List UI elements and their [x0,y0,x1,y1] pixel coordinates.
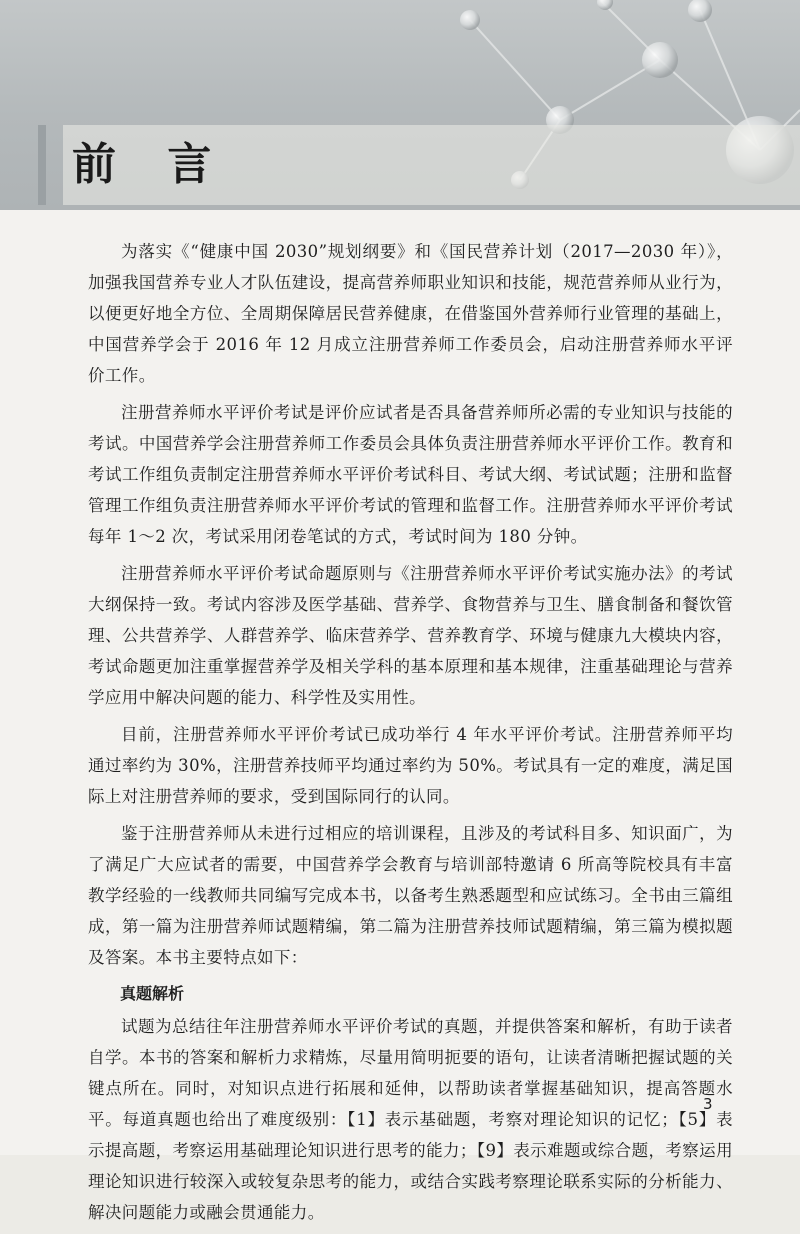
paragraph: 目前，注册营养师水平评价考试已成功举行 4 年水平评价考试。注册营养师平均通过率约为 30%，注册营养技师平均通过率约为 50%。考试具有一定的难度，满足国际上对注册营养师的要求，受到国际同行的认同。 [88,725,733,806]
title-accent-bar [38,125,46,205]
preface-text [88,236,733,1234]
paragraph: 试题为总结往年注册营养师水平评价考试的真题，并提供答案和解析，有助于读者自学。本书的答案和解析力求精炼，尽量用简明扼要的语句，让读者清晰把握试题的关键点所在。同时，对知识点进行拓展和延伸，以帮助读者掌握基础知识，提高答题水平。每道真题也给出了难度级别：【1】表示基础题，考察对理论知识的记忆；【5】表示提高题，考察运用基础理论知识进行思考的能力；【9】表示难题或综合题，考察运用理论知识进行较深入或较复杂思考的能力，或结合实践考察理论联系实际的分析能力、解决问题能力或融会贯通能力。 [88,1017,733,1222]
paragraph: 注册营养师水平评价考试是评价应试者是否具备营养师所必需的专业知识与技能的考试。中国营养学会注册营养师工作委员会具体负责注册营养师水平评价工作。教育和考试工作组负责制定注册营养师水平评价考试科目、考试大纲、考试试题；注册和监督管理工作组负责注册营养师水平评价考试的管理和监督工作。注册营养师水平评价考试每年 1～2 次，考试采用闭卷笔试的方式，考试时间为 180 分钟。 [88,403,733,546]
page-number: 3 [703,1095,713,1113]
paragraph: 为落实《“健康中国 2030”规划纲要》和《国民营养计划（2017—2030 年）》，加强我国营养专业人才队伍建设，提高营养师职业知识和技能，规范营养师从业行为，以便更好地全方位、全周期保障居民营养健康，在借鉴国外营养师行业管理的基础上，中国营养学会于 2016 年 12 月成立注册营养师工作委员会，启动注册营养师水平评价工作。 [88,242,733,385]
paragraph: 注册营养师水平评价考试命题原则与《注册营养师水平评价考试实施办法》的考试大纲保持一致。考试内容涉及医学基础、营养学、食物营养与卫生、膳食制备和餐饮管理、公共营养学、人群营养学、临床营养学、营养教育学、环境与健康九大模块内容，考试命题更加注重掌握营养学及相关学科的基本原理和基本规律，注重基础理论与营养学应用中解决问题的能力、科学性及实用性。 [88,564,733,707]
paragraph: 鉴于注册营养师从未进行过相应的培训课程，且涉及的考试科目多、知识面广，为了满足广大应试者的需要，中国营养学会教育与培训部特邀请 6 所高等院校具有丰富教学经验的一线教师共同编写完成本书，以备考生熟悉题型和应试练习。全书由三篇组成，第一篇为注册营养师试题精编，第二篇为注册营养技师试题精编，第三篇为模拟题及答案。本书主要特点如下： [88,824,733,967]
section-subheading: 真题解析 [120,984,185,1003]
page-title: 前 言 [72,139,230,190]
